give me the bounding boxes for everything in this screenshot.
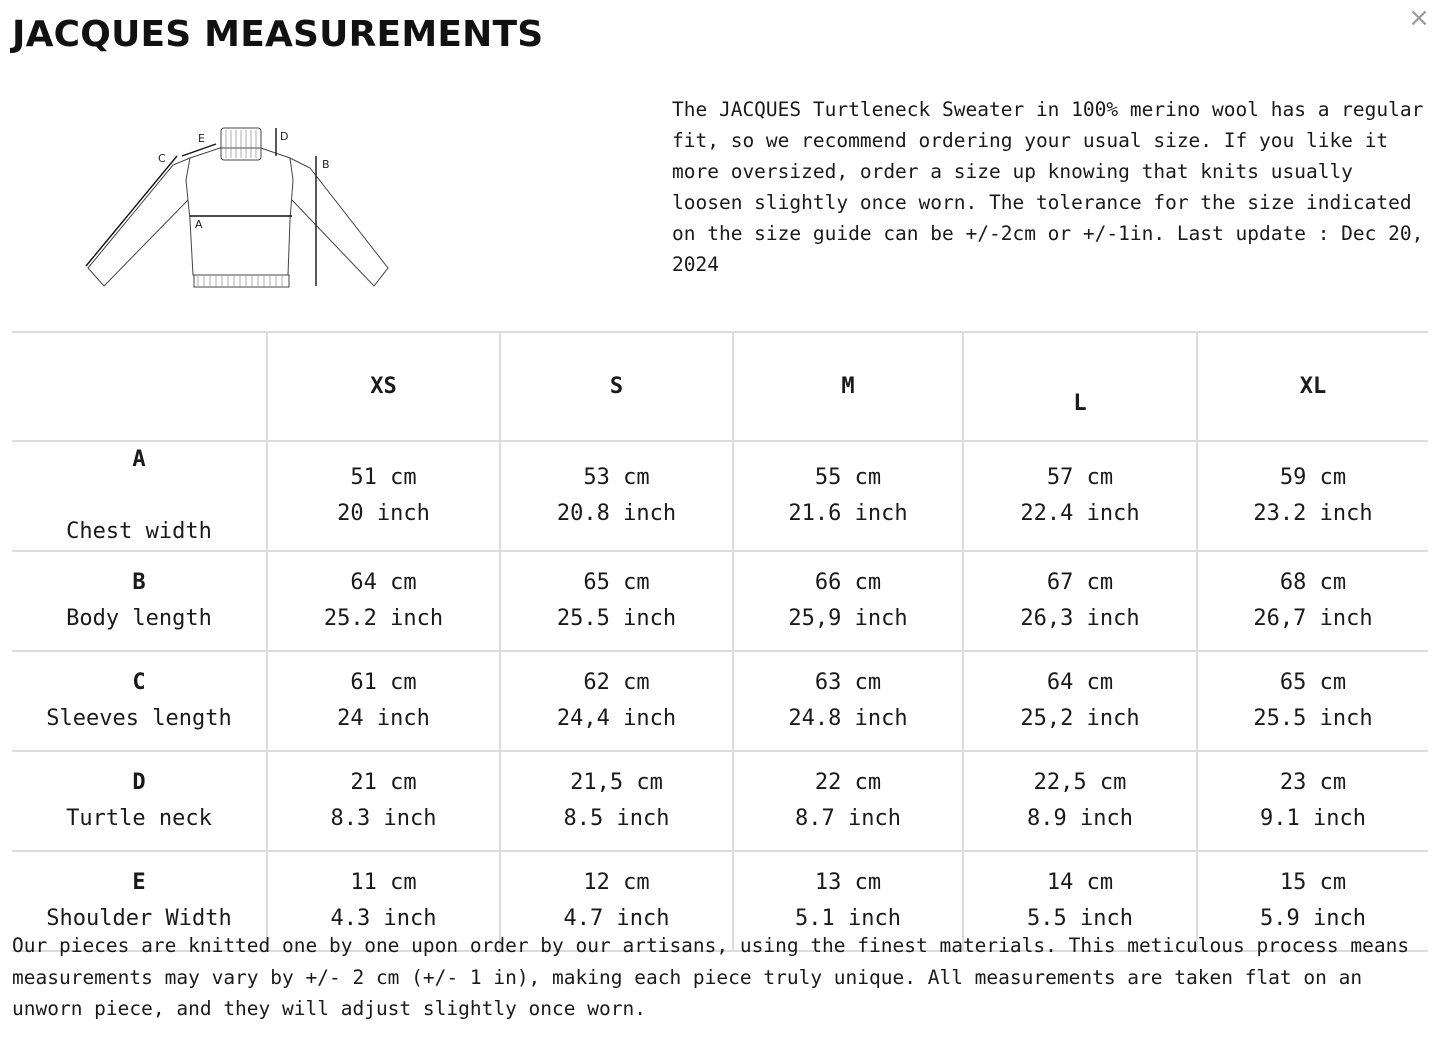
header-empty-cell (12, 332, 267, 441)
row-label: Turtle neck (66, 806, 212, 831)
cm-value: 13 cm (814, 870, 882, 895)
table-cell (267, 751, 500, 851)
diagram-label-a: A (195, 218, 203, 231)
inch-value: 8.9 inch (1027, 806, 1133, 831)
diagram-label-e: E (198, 132, 205, 145)
inch-value: 20 inch (337, 501, 430, 526)
table-cell (267, 441, 500, 551)
table-cell (500, 651, 733, 751)
table-cell (733, 551, 963, 651)
inch-value: 22.4 inch (1020, 501, 1140, 526)
cm-value: 53 cm (583, 465, 650, 490)
table-cell (1197, 651, 1428, 751)
cm-value: 11 cm (350, 870, 417, 895)
cm-value: 55 cm (814, 465, 882, 490)
inch-value: 21.6 inch (788, 501, 908, 526)
size-header-row (12, 332, 1428, 441)
cm-value: 65 cm (583, 570, 650, 595)
cm-value: 61 cm (350, 670, 417, 695)
table-row-body-length (12, 551, 1428, 651)
inch-value: 5.1 inch (795, 906, 901, 931)
row-label-cell (12, 441, 267, 551)
cm-value: 57 cm (1046, 465, 1114, 490)
cm-value: 59 cm (1279, 465, 1347, 490)
inch-value: 24,4 inch (556, 706, 677, 731)
cm-value: 62 cm (583, 670, 650, 695)
inch-value: 26,7 inch (1253, 606, 1373, 631)
diagram-label-b: B (322, 158, 330, 171)
inch-value: 25,9 inch (788, 606, 908, 631)
diagram-label-d: D (280, 130, 289, 143)
size-xl-header: XL (1197, 332, 1428, 441)
table-cell (733, 751, 963, 851)
cm-value: 64 cm (350, 570, 417, 595)
size-m-header: M (733, 332, 963, 441)
inch-value: 23.2 inch (1253, 501, 1373, 526)
cm-value: 64 cm (1046, 670, 1114, 695)
table-row-turtle-neck (12, 751, 1428, 851)
table-cell (963, 651, 1197, 751)
row-label: Shoulder Width (46, 906, 232, 931)
row-letter: C (132, 670, 146, 695)
inch-value: 20.8 inch (556, 501, 677, 526)
footer-note: Our pieces are knitted one by one upon order by our artisans, using the finest materials. This meticulous process means measurements may vary by +/- 2 cm (+/- 1 in), making each piece truly unique. All measurements are taken flat on an unworn piece, and they will adjust slightly once worn. (12, 934, 1410, 1020)
size-s-header: S (500, 332, 733, 441)
table-cell (1197, 551, 1428, 651)
inch-value: 5.5 inch (1027, 906, 1133, 931)
sweater-measurement-diagram (78, 120, 398, 300)
cm-value: 63 cm (814, 670, 882, 695)
table-row-sleeves-length (12, 651, 1428, 751)
table-cell (963, 751, 1197, 851)
size-xs-header: XS (267, 332, 500, 441)
cm-value: 22,5 cm (1033, 770, 1127, 795)
cm-value: 12 cm (583, 870, 650, 895)
row-letter: A (132, 447, 146, 472)
table-cell (1197, 441, 1428, 551)
size-l-header: L (963, 332, 1197, 441)
inch-value: 4.7 inch (563, 906, 670, 931)
cm-value: 21,5 cm (570, 770, 663, 795)
table-cell (500, 441, 733, 551)
row-letter: D (132, 770, 146, 795)
table-cell (733, 651, 963, 751)
inch-value: 8.7 inch (795, 806, 901, 831)
inch-value: 25.5 inch (1253, 706, 1373, 731)
row-label: Sleeves length (46, 706, 232, 731)
diagram-label-c: C (158, 152, 166, 165)
table-cell (963, 551, 1197, 651)
cm-value: 66 cm (814, 570, 882, 595)
cm-value: 68 cm (1279, 570, 1347, 595)
table-cell (500, 751, 733, 851)
row-label-cell (12, 751, 267, 851)
table-row-chest-width (12, 441, 1428, 551)
row-label: Body length (66, 606, 212, 631)
inch-value: 25.2 inch (323, 606, 444, 631)
inch-value: 25,2 inch (1020, 706, 1140, 731)
cm-value: 65 cm (1279, 670, 1347, 695)
table-cell (1197, 751, 1428, 851)
inch-value: 4.3 inch (330, 906, 437, 931)
inch-value: 8.5 inch (563, 806, 670, 831)
row-label-cell (12, 651, 267, 751)
intro-text: The JACQUES Turtleneck Sweater in 100% merino wool has a regular fit, so we recommend ordering your usual size. If you like it more oversized, order a size up knowing that knits usually loosen slightly once worn. The tolerance for the size indicated on the size guide can be +/-2cm or +/-1in. Last update : Dec 20, 2024 (672, 98, 1424, 276)
inch-value: 26,3 inch (1020, 606, 1140, 631)
inch-value: 5.9 inch (1260, 906, 1366, 931)
cm-value: 67 cm (1046, 570, 1114, 595)
cm-value: 23 cm (1279, 770, 1347, 795)
cm-value: 22 cm (814, 770, 882, 795)
inch-value: 9.1 inch (1260, 806, 1366, 831)
inch-value: 8.3 inch (330, 806, 437, 831)
table-cell (733, 441, 963, 551)
table-cell (267, 551, 500, 651)
inch-value: 25.5 inch (556, 606, 677, 631)
close-icon[interactable]: × (1408, 3, 1430, 33)
cm-value: 14 cm (1046, 870, 1114, 895)
table-cell (267, 651, 500, 751)
size-table (12, 331, 1428, 952)
row-letter: B (132, 570, 146, 595)
inch-value: 24 inch (337, 706, 430, 731)
row-label: Chest width (66, 519, 212, 544)
table-cell (963, 441, 1197, 551)
cm-value: 51 cm (350, 465, 417, 490)
cm-value: 21 cm (350, 770, 417, 795)
page-title: JACQUES MEASUREMENTS (12, 14, 544, 55)
table-cell (500, 551, 733, 651)
inch-value: 24.8 inch (788, 706, 908, 731)
row-label-cell (12, 551, 267, 651)
cm-value: 15 cm (1279, 870, 1347, 895)
row-letter: E (132, 870, 146, 895)
